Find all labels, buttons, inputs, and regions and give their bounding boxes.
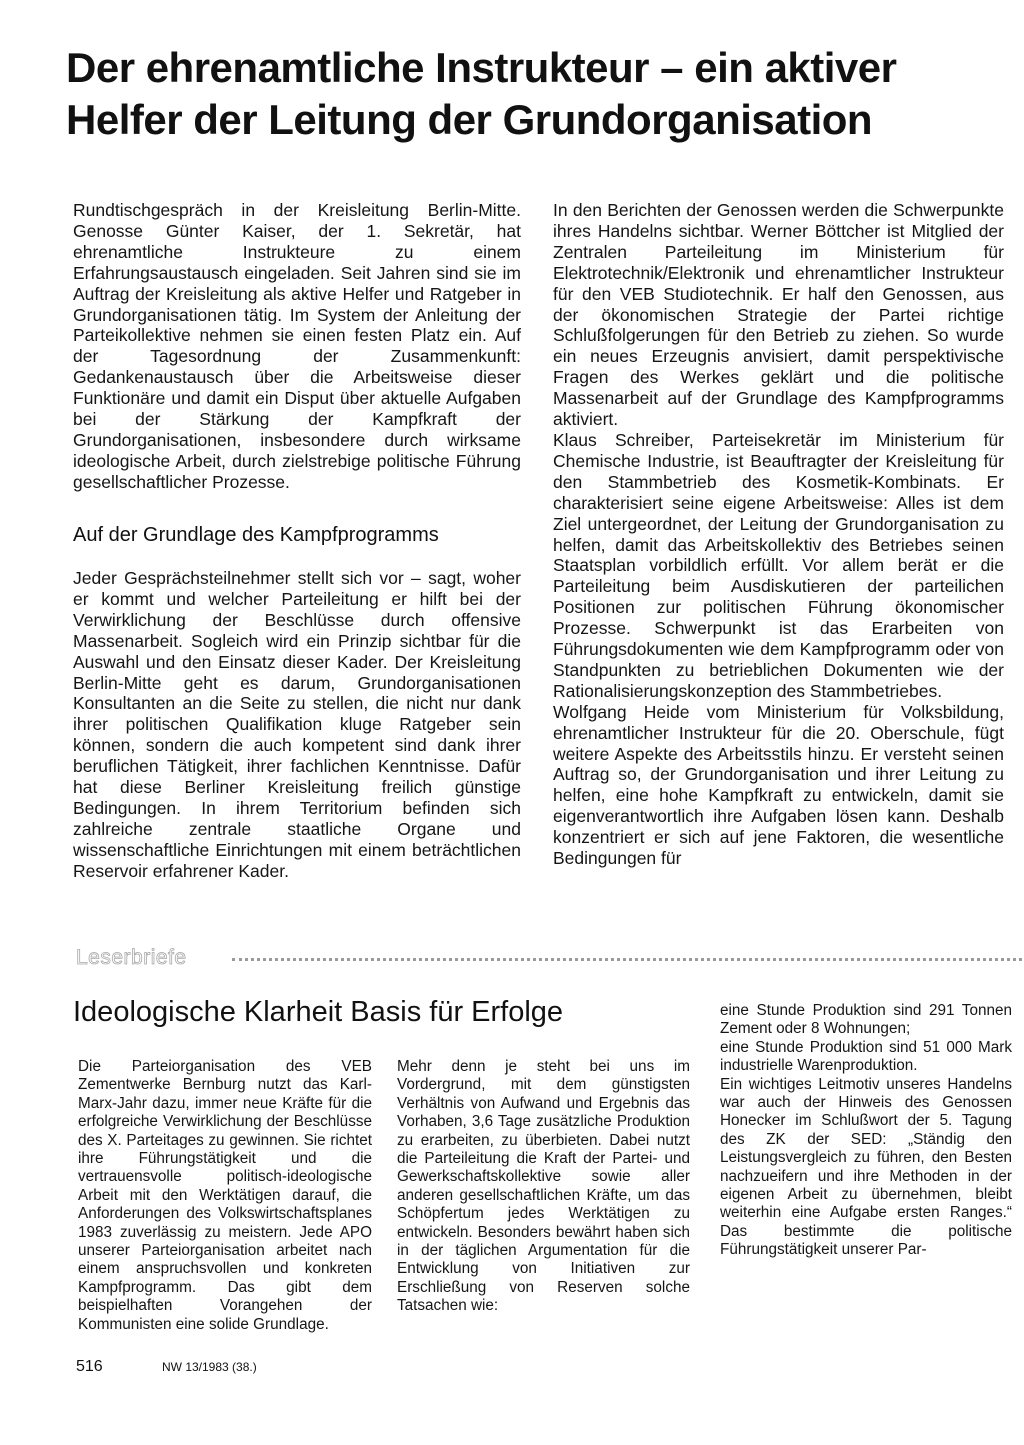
section-label-leserbriefe: Leserbriefe xyxy=(76,946,187,969)
article-body-left-column xyxy=(73,568,521,882)
page-number: 516 xyxy=(76,1358,103,1375)
article-body-right-column xyxy=(553,200,1004,869)
letter-column-3 xyxy=(720,1002,1012,1260)
article-body-paragraph: Jeder Gesprächsteilnehmer stellt sich vor – sagt, woher er kommt und welcher Parteileitung er hilft bei der Verwirklichung der Beschlüsse durch offensive Massenarbeit. Sogleich wird ein Prinzip sichtbar für die Auswahl und den Einsatz dieser Kader. Der Kreisleitung Berlin-Mitte geht es darum, Grundorganisationen Konsultanten an die Seite zu stellen, die nicht nur dank ihrer politischen Qualifikation kluge Ratgeber sein können, sondern die auch kompetent sind dank ihrer beruflichen Tätigkeit, ihrer fachlichen Kenntnisse. Dafür hat diese Berliner Kreisleitung freilich günstige Bedingungen. In ihrem Territorium befinden sich zahlreiche zentrale staatliche Organe und wissenschaftliche Einrichtungen mit einem beträchtlichen Reservoir erfahrener Kader. xyxy=(73,568,521,881)
letter-title: Ideologische Klarheit Basis für Erfolge xyxy=(73,996,564,1028)
letter-fact-warenproduktion: eine Stunde Produktion sind 51 000 Mark industrielle Warenproduktion. xyxy=(720,1038,1012,1075)
article-intro-column xyxy=(73,200,521,493)
letter-column-2 xyxy=(397,1058,690,1316)
letter-column-1 xyxy=(78,1058,372,1334)
letter-paragraph-leitmotiv: Ein wichtiges Leitmotiv unseres Handelns war auch der Hinweis des Genossen Honecker im Schlußwort der 5. Tagung des ZK der SED: „Ständig den Leistungsvergleich zu führen, den Besten nachzueifern und ihre Methoden in der eigenen Arbeit zu übernehmen, bleibt weiterhin eine Aufgabe ersten Ranges.“ Das bestimmte die politische Führungstätigkeit unserer Par- xyxy=(720,1075,1012,1259)
letter-fact-tonnen: eine Stunde Produktion sind 291 Tonnen Zement oder 8 Wohnungen; xyxy=(720,1002,1012,1038)
article-subheading: Auf der Grundlage des Kampfprogramms xyxy=(73,524,439,546)
letter-paragraph: Die Parteiorganisation des VEB Zementwerke Bernburg nutzt das Karl-Marx-Jahr dazu, immer neue Kräfte für die erfolgreiche Verwirklichung der Beschlüsse des X. Parteitages zu gewinnen. Sie richtet ihre Führungstätigkeit und die vertrauensvolle politisch-ideologische Arbeit mit den Werktätigen darauf, die Anforderungen des Volkswirtschaftsplanes 1983 zuverlässig zu meistern. Jede APO unserer Parteiorganisation arbeitet nach einem anspruchsvollen und konkreten Kampfprogramm. Das gibt dem beispielhaften Vorangehen der Kommunisten eine solide Grundlage. xyxy=(78,1058,372,1333)
article-title: Der ehrenamtliche Instrukteur – ein aktiver Helfer der Leitung der Grundorganisation xyxy=(66,44,897,143)
letter-paragraph: Mehr denn je steht bei uns im Vordergrund, mit dem günstigsten Verhältnis von Aufwand und Ergebnis das Vorhaben, 3,6 Tage zusätzliche Produktion zu erarbeiten, zu überbieten. Dabei nutzt die Parteileitung die Kraft der Partei- und Gewerkschaftskollektive sowie aller anderen gesellschaftlichen Kräfte, um das Schöpfertum jedes Werktätigen zu entwickeln. Besonders bewährt haben sich in der täglichen Argumentation für die Entwicklung von Initiativen zur Erschließung von Reserven solche Tatsachen wie: xyxy=(397,1058,690,1315)
issue-reference: NW 13/1983 (38.) xyxy=(162,1360,257,1374)
article-paragraph-heide: Wolfgang Heide vom Ministerium für Volksbildung, ehrenamtlicher Instrukteur für die 20. Oberschule, fügt weitere Aspekte des Arbeitsstils hinzu. Er versteht seinen Auftrag so, der Grundorganisation und ihrer Leitung zu helfen, eine hohe Kampfkraft zu entwickeln, damit sie eigenverantwortlich ihre Aufgaben lösen kann. Deshalb konzentriert er sich auf jene Faktoren, die wesentliche Bedingungen für xyxy=(553,701,1004,869)
article-paragraph-schreiber: Klaus Schreiber, Parteisekretär im Ministerium für Chemische Industrie, ist Beauftragter der Kreisleitung für den Stammbetrieb des Kosmetik-Kombinats. Er charakterisiert seine eigene Arbeitsweise: Alles ist dem Ziel untergeordnet, der Leitung der Grundorganisation zu helfen, damit das Arbeitskollektiv des Betriebes seinen Staatsplan vorbildlich erfüllt. Vor allem berät er die Parteileitung beim Ausdiskutieren der parteilichen Positionen zur politischen Führung ökonomischer Prozesse. Schwerpunkt ist das Erarbeiten von Führungsdokumenten wie dem Kampfprogramm oder von Standpunkten zu betrieblichen Dokumenten wie der Rationalisierungskonzeption des Stammbetriebes. xyxy=(553,429,1004,701)
section-divider xyxy=(76,946,1024,970)
divider-rule xyxy=(232,958,1022,961)
article-intro-paragraph: Rundtischgespräch in der Kreisleitung Berlin-Mitte. Genosse Günter Kaiser, der 1. Sekretär, hat ehrenamtliche Instrukteure zu einem Erfahrungsaustausch eingeladen. Seit Jahren sind sie im Auftrag der Kreisleitung als aktive Helfer und Ratgeber in Grundorganisationen tätig. Im System der Anleitung der Parteikollektive nehmen sie einen festen Platz ein. Auf der Tagesordnung der Zusammenkunft: Gedankenaustausch über die Arbeitsweise dieser Funktionäre und damit ein Disput über aktuelle Aufgaben bei der Stärkung der Kampfkraft der Grundorganisationen, insbesondere durch wirksame ideologische Arbeit, durch zielstrebige politische Führung gesellschaftlicher Prozesse. xyxy=(73,200,521,492)
article-paragraph-boettcher: In den Berichten der Genossen werden die Schwerpunkte ihres Handelns sichtbar. Werner Böttcher ist Mitglied der Zentralen Parteileitung im Ministerium für Elektrotechnik/Elektronik und ehrenamtlicher Instrukteur für den VEB Studiotechnik. Er half den Genossen, aus der ökonomischen Strategie der Partei richtige Schlußfolgerungen für den Betrieb zu ziehen. So wurde ein neues Erzeugnis anvisiert, damit perspektivische Fragen des Werkes geklärt und die politische Massenarbeit auf der Grundlage des Kampfprogramms aktiviert. xyxy=(553,200,1004,430)
